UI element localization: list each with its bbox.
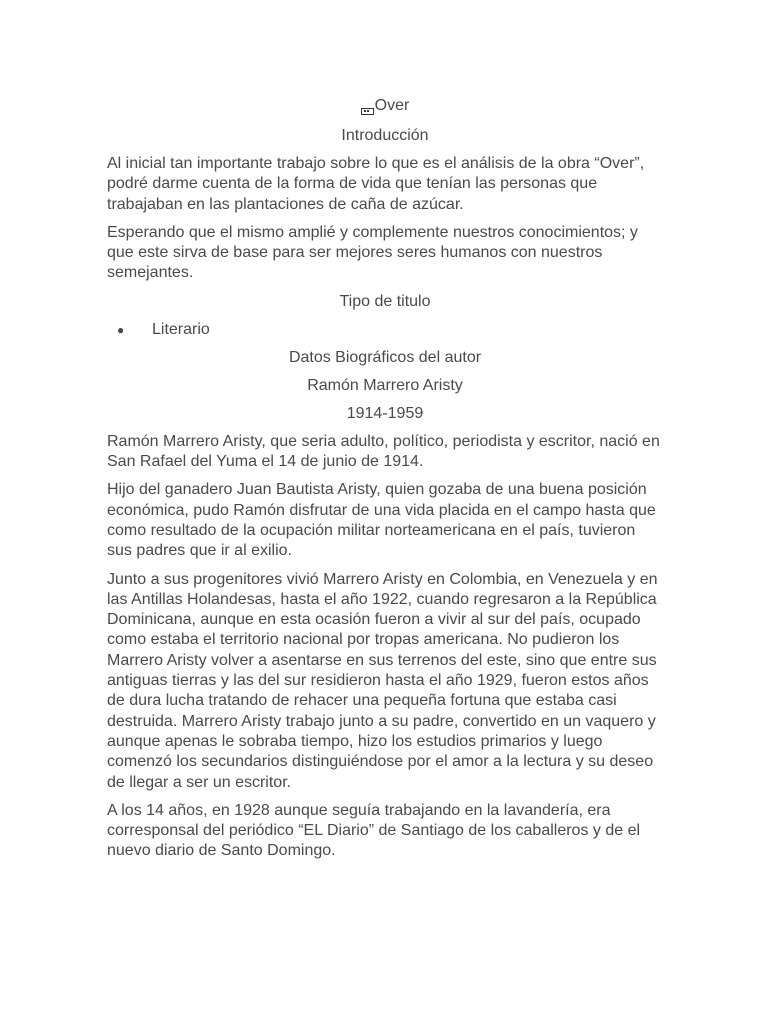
broken-image-icon [361, 108, 374, 115]
document-title-text: Over [374, 97, 410, 114]
author-years: 1914-1959 [346, 404, 424, 422]
bio-paragraph-3: Junto a sus progenitores vivió Marrero Aristy en Colombia, en Venezuela y en las Antillas Holandesas, hasta el año 1922, cuando regresaron a la República Dominicana, aunque en esta ocasión fueron a vivir al sur del país, ocupado como estaba el territorio nacional por tropas americana. No pudieron los Marrero Aristy volver a asentarse en sus terrenos del este, sino que entre sus antiguas tierras y las del sur residieron hasta el año 1929, fueron estos años de dura lucha tratando de rehacer una pequeña fortuna que estaba casi destruida. Marrero Aristy trabajo junto a su padre, convertido en un vaquero y aunque apenas le sobraba tiempo, hizo los estudios primarios y luego comenzó los secundarios distinguiéndose por el amor a la lectura y su deseo de llegar a ser un escritor. [107, 570, 658, 791]
intro-paragraph-1: Al inicial tan importante trabajo sobre lo que es el análisis de la obra “Over”, podré darme cuenta de la forma de vida que tenían las personas que trabajaban en las plantaciones de caña de azúcar. [107, 155, 645, 213]
bio-paragraph-4: A los 14 años, en 1928 aunque seguía trabajando en la lavandería, era corresponsal del periódico “EL Diario” de Santiago de los caballeros y de el nuevo diario de Santo Domingo. [107, 801, 641, 860]
list-item-label: Literario [152, 320, 210, 338]
author-name: Ramón Marrero Aristy [307, 376, 463, 394]
document-title [107, 96, 663, 116]
bio-paragraph-1: Ramón Marrero Aristy, que seria adulto, político, periodista y escritor, nació en San Rafael del Yuma el 14 de junio de 1914. [107, 432, 660, 471]
bullet-icon: ● [117, 322, 125, 337]
heading-introduccion: Introducción [341, 127, 429, 144]
intro-paragraph-2: Esperando que el mismo amplié y complemente nuestros conocimientos; y que este sirva de base para ser mejores seres humanos con nuestros semejantes. [107, 223, 638, 282]
heading-tipo-de-titulo: Tipo de titulo [339, 292, 431, 310]
heading-datos-biograficos: Datos Biográficos del autor [288, 348, 482, 366]
list-item [107, 320, 663, 340]
bio-paragraph-2: Hijo del ganadero Juan Bautista Aristy, quien gozaba de una buena posición económica, pudo Ramón disfrutar de una vida placida en el campo hasta que como resultado de la ocupación militar norteamericana en el país, tuvieron sus padres que ir al exilio. [107, 481, 656, 560]
document-page [107, 96, 663, 870]
